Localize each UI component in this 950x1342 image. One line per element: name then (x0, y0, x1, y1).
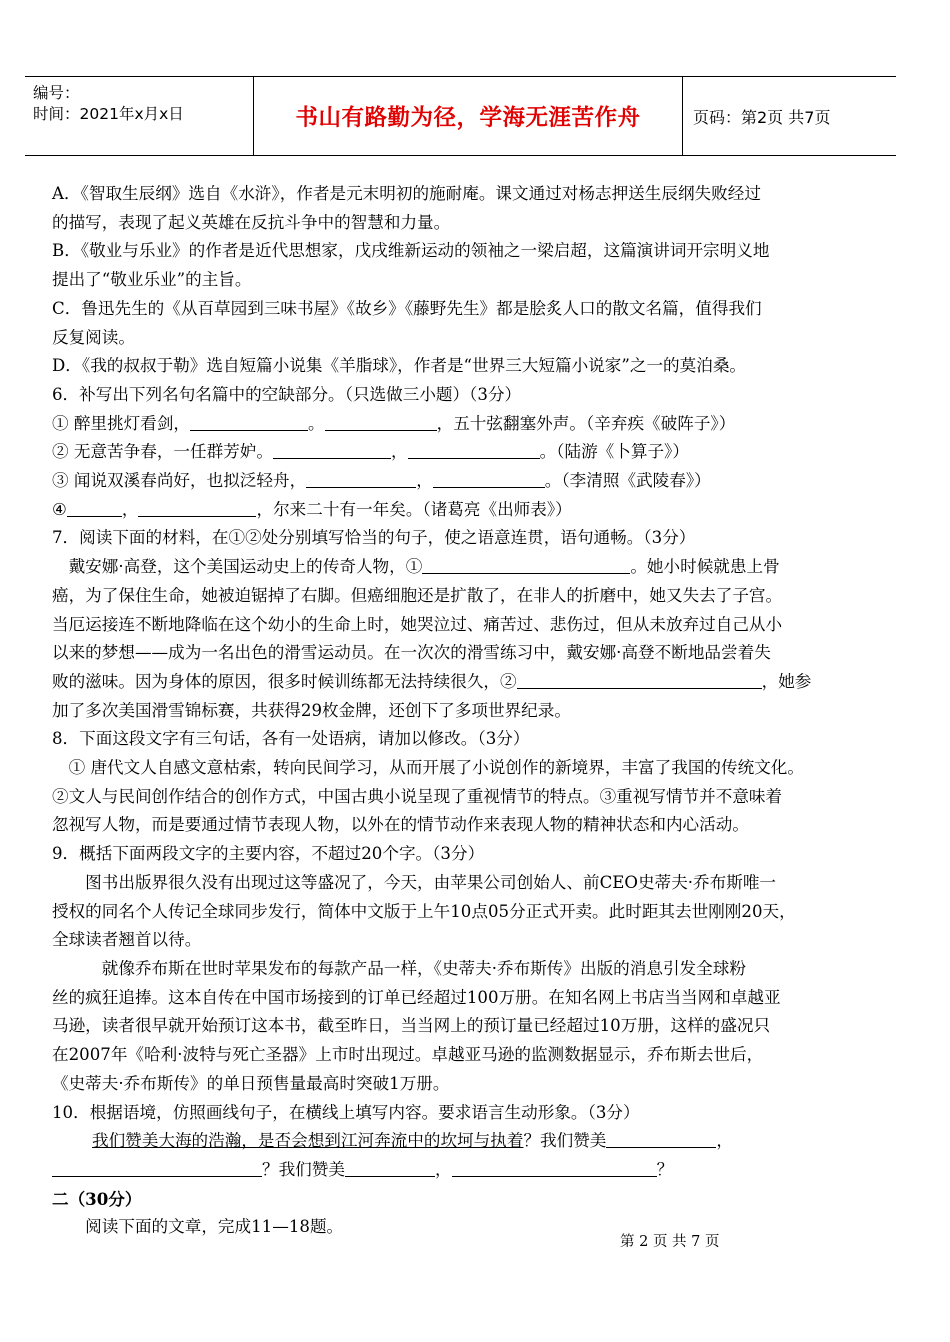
blank[interactable] (433, 469, 545, 488)
q7-passage-5: 败的滋味。因为身体的原因，很多时候训练都无法持续很久，② ，她参 (52, 671, 812, 691)
blank[interactable] (306, 469, 416, 488)
blank[interactable] (138, 498, 256, 517)
blank[interactable] (517, 670, 762, 689)
option-a-cont: 的描写，表现了起义英雄在反抗斗争中的智慧和力量。 (52, 212, 451, 232)
q10-line-1: 我们赞美大海的浩瀚，是否会想到江河奔流中的坎坷与执着？我们赞美 ， (92, 1131, 733, 1151)
q9-text-8: 《史蒂夫·乔布斯传》的单日预售量最高时突破1万册。 (52, 1073, 450, 1093)
blank[interactable] (67, 498, 122, 517)
question-8: 8．下面这段文字有三句话，各有一处语病，请加以修改。（3分） (52, 729, 530, 749)
blank[interactable] (606, 1129, 716, 1148)
header-meta (25, 77, 254, 155)
q9-text-7: 在2007年《哈利·波特与死亡圣器》上市时出现过。卓越亚马逊的监测数据显示，乔布斯去世后， (52, 1045, 764, 1065)
q6-item-1: ① 醉里挑灯看剑， 。 ，五十弦翻塞外声。（辛弃疾《破阵子》） (52, 413, 736, 433)
date-line: 时间：2021年x月x日 (33, 105, 184, 123)
blank[interactable] (325, 412, 437, 431)
q7-passage-2: 癌，为了保住生命，她被迫锯掉了右脚。但癌细胞还是扩散了，在非人的折磨中，她又失去了子宫。 (52, 585, 783, 605)
q9-text-5: 丝的疯狂追捧。这本自传在中国市场接到的订单已经超过100万册。在知名网上书店当当网和卓越亚 (52, 987, 781, 1007)
blank[interactable] (273, 440, 391, 459)
q7-passage-1: 戴安娜·高登，这个美国运动史上的传奇人物，① 。她小时候就患上骨 (52, 557, 780, 577)
page-info: 页码：第2页 共7页 (693, 107, 831, 127)
blank[interactable] (422, 555, 630, 574)
motto: 书山有路勤为径，学海无涯苦作舟 (254, 77, 683, 155)
q10-line-2: ？我们赞美 ， ？ (52, 1156, 912, 1185)
q9-text-6: 马逊，读者很早就开始预订这本书，截至昨日，当当网上的预订量已经超过10万册，这样的盛况只 (52, 1016, 771, 1036)
option-c: C．鲁迅先生的《从百草园到三味书屋》《故乡》《藤野先生》都是脍炙人口的散文名篇，值得我们 (52, 298, 762, 318)
serial-number: 编号： (33, 84, 80, 102)
option-a: A．《智取生辰纲》选自《水浒》，作者是元末明初的施耐庵。课文通过对杨志押送生辰纲失败经过 (52, 184, 761, 203)
q7-passage-4: 以来的梦想——成为一名出色的滑雪运动员。在一次次的滑雪练习中，戴安娜·高登不断地品尝着失 (52, 643, 771, 663)
question-7: 7．阅读下面的材料，在①②处分别填写恰当的句子，使之语意连贯，语句通畅。（3分） (52, 528, 696, 548)
document-body (52, 180, 912, 1242)
option-c-cont: 反复阅读。 (52, 327, 135, 347)
q9-text-1: 图书出版界很久没有出现过这等盛况了，今天，由苹果公司创始人、前CEO史蒂夫·乔布斯唯一 (52, 872, 777, 892)
section-2-intro: 阅读下面的文章，完成11—18题。 (52, 1217, 344, 1237)
option-b: B．《敬业与乐业》的作者是近代思想家，戊戌维新运动的领袖之一梁启超，这篇演讲词开宗明义地 (52, 241, 770, 261)
underlined-model-sentence: 我们赞美大海的浩瀚，是否会想到江河奔流中的坎坷与执着 (92, 1131, 524, 1151)
q8-text-2: ②文人与民间创作结合的创作方式，中国古典小说呈现了重视情节的特点。③重视写情节并不意味着 (52, 786, 783, 806)
q8-text-1: ① 唐代文人自感文意枯索，转向民间学习，从而开展了小说创作的新境界，丰富了我国的传统文化。 (52, 758, 804, 778)
blank[interactable] (52, 1158, 262, 1177)
page-header (25, 76, 896, 156)
option-b-cont: 提出了“敬业乐业”的主旨。 (52, 270, 252, 290)
section-2-heading: 二（30分） (52, 1188, 142, 1209)
q6-item-2: ② 无意苦争春，一任群芳妒。 ， 。（陆游《卜算子》） (52, 442, 689, 462)
blank[interactable] (452, 1158, 657, 1177)
q9-text-4: 就像乔布斯在世时苹果发布的每款产品一样，《史蒂夫·乔布斯传》出版的消息引发全球粉 (52, 958, 746, 978)
q8-text-3: 忽视写人物，而是要通过情节表现人物，以外在的情节动作来表现人物的精神状态和内心活动。 (52, 815, 749, 835)
question-6: 6．补写出下列名句名篇中的空缺部分。（只选做三小题）（3分） (52, 384, 522, 404)
q6-item-4: ④ ， ，尔来二十有一年矣。（诸葛亮《出师表》） (52, 499, 572, 519)
question-9: 9．概括下面两段文字的主要内容，不超过20个字。（3分） (52, 844, 485, 864)
q6-item-3: ③ 闻说双溪春尚好，也拟泛轻舟， ， 。（李清照《武陵春》） (52, 471, 711, 491)
q7-passage-6: 加了多次美国滑雪锦标赛，共获得29枚金牌，还创下了多项世界纪录。 (52, 700, 571, 720)
option-d: D．《我的叔叔于勒》选自短篇小说集《羊脂球》，作者是“世界三大短篇小说家”之一的莫泊桑。 (52, 356, 747, 376)
page-footer: 第 2 页 共 7 页 (620, 1234, 720, 1250)
q9-text-3: 全球读者翘首以待。 (52, 930, 202, 950)
question-10: 10．根据语境，仿照画线句子，在横线上填写内容。要求语言生动形象。（3分） (52, 1102, 640, 1122)
blank[interactable] (345, 1158, 435, 1177)
q7-passage-3: 当厄运接连不断地降临在这个幼小的生命上时，她哭泣过、痛苦过、悲伤过，但从未放弃过自己从小 (52, 614, 783, 634)
blank[interactable] (190, 412, 308, 431)
q9-text-2: 授权的同名个人传记全球同步发行，简体中文版于上午10点05分正式开卖。此时距其去世刚刚20天， (52, 901, 796, 921)
blank[interactable] (408, 440, 540, 459)
